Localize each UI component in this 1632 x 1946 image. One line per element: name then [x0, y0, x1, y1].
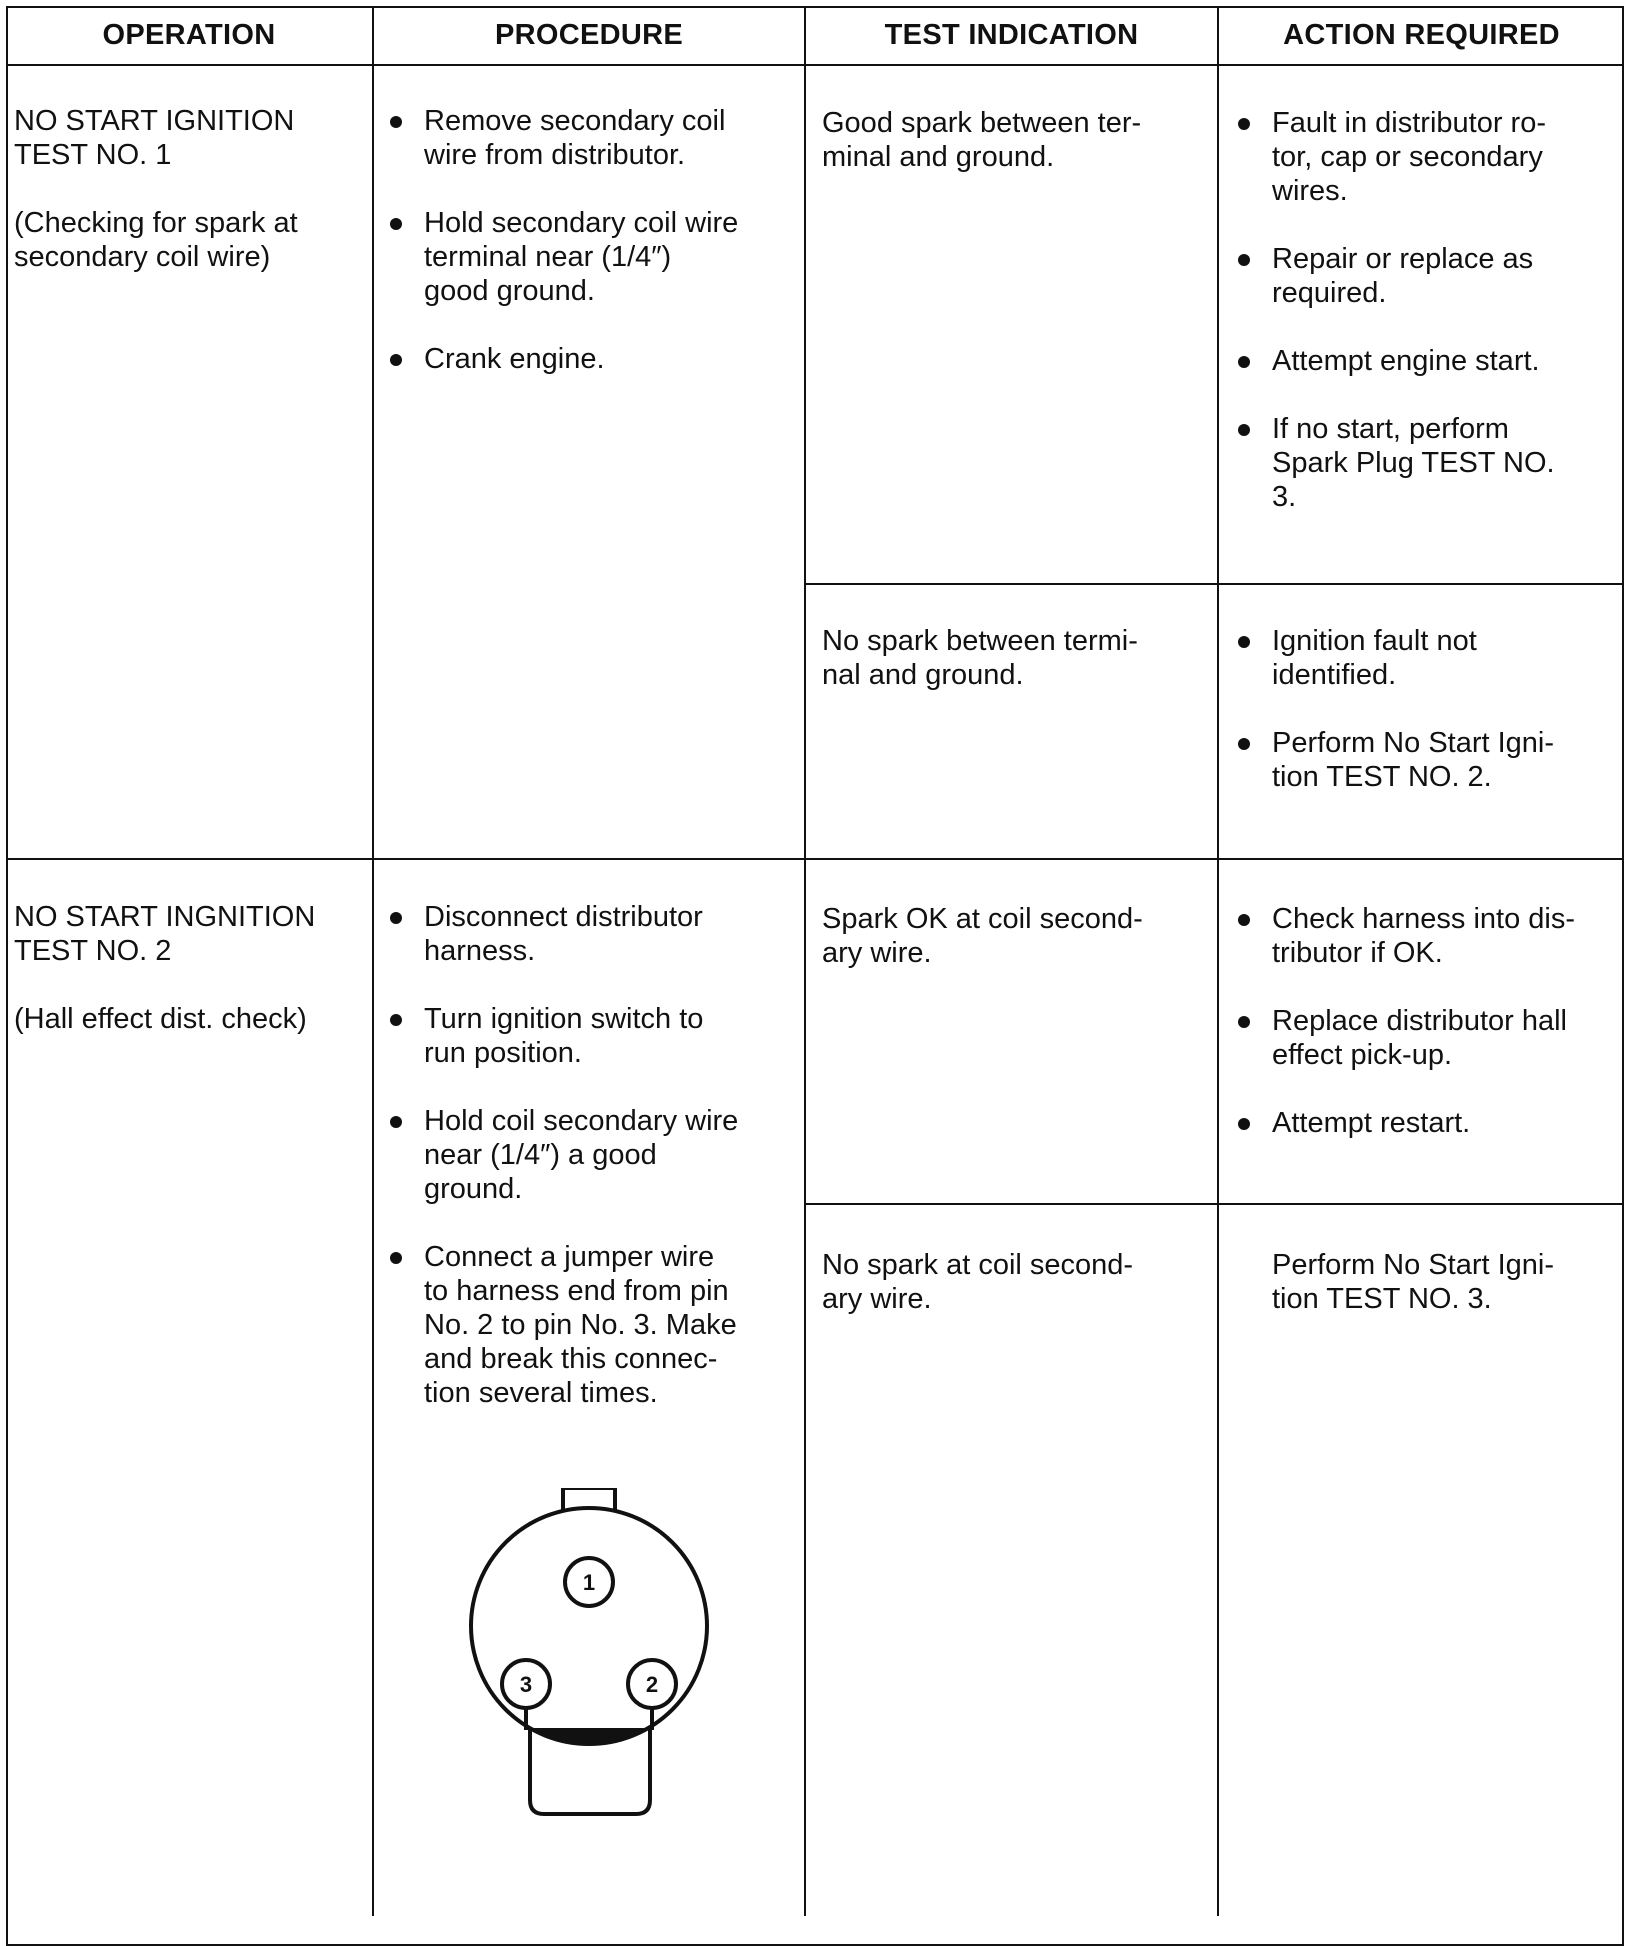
bullet-icon	[1238, 914, 1250, 926]
list-item	[386, 104, 796, 172]
test1-operation-note: (Checking for spark at secondary coil wire)	[14, 207, 298, 273]
bullet-icon	[1238, 636, 1250, 648]
column-divider	[1217, 6, 1219, 1916]
header-test-indication: TEST INDICATION	[884, 18, 1139, 51]
test2-operation-title: NO START INGNITION TEST NO. 2	[14, 901, 316, 967]
test1-indication-good-spark: Good spark between ter- minal and ground.	[822, 107, 1142, 173]
list-item-text: Hold secondary coil wire terminal near (1/4″) good ground.	[424, 207, 739, 307]
list-item-text: Turn ignition switch to run position.	[424, 1003, 704, 1069]
row-divider	[6, 858, 1624, 860]
list-item	[1234, 412, 1619, 514]
list-item	[1234, 902, 1619, 970]
bullet-icon	[390, 218, 402, 230]
list-item	[1234, 344, 1619, 378]
pin-3-label: 3	[519, 1672, 533, 1697]
list-item-text: Ignition fault not identified.	[1272, 625, 1477, 691]
list-item	[386, 1240, 796, 1410]
connector-dark-band	[466, 1728, 726, 1788]
list-item-text: If no start, perform Spark Plug TEST NO. 3.	[1272, 413, 1555, 513]
list-item	[1234, 1004, 1619, 1072]
test2-actions-spark-ok	[1234, 902, 1619, 1140]
bullet-icon	[390, 1014, 402, 1026]
list-item-text: Hold coil secondary wire near (1/4″) a good ground.	[424, 1105, 739, 1205]
test2-operation-note: (Hall effect dist. check)	[14, 1003, 307, 1035]
bullet-icon	[1238, 254, 1250, 266]
sub-row-divider	[804, 583, 1624, 585]
list-item-text: Fault in distributor ro- tor, cap or secondary wires.	[1272, 107, 1546, 207]
header-operation: OPERATION	[102, 18, 276, 51]
distributor-harness-connector-diagram	[466, 1488, 726, 1818]
bullet-icon	[390, 354, 402, 366]
column-divider	[804, 6, 806, 1916]
header-procedure: PROCEDURE	[495, 18, 683, 51]
list-item	[386, 206, 796, 308]
bullet-icon	[390, 1252, 402, 1264]
list-item-text: Connect a jumper wire to harness end from pin No. 2 to pin No. 3. Make and break this connec- tion several times.	[424, 1241, 737, 1409]
test1-indication-no-spark: No spark between termi- nal and ground.	[822, 625, 1138, 691]
test1-actions-no-spark	[1234, 624, 1619, 794]
list-item	[1234, 106, 1619, 208]
header-divider	[6, 64, 1624, 66]
bullet-icon	[390, 1116, 402, 1128]
list-item-text: Disconnect distributor harness.	[424, 901, 703, 967]
test2-procedure-list	[386, 900, 796, 1410]
pin-1-label: 1	[582, 1570, 596, 1595]
bullet-icon	[1238, 1016, 1250, 1028]
sub-row-divider	[804, 1203, 1624, 1205]
list-item	[386, 1002, 796, 1070]
test1-actions-good-spark	[1234, 106, 1619, 514]
list-item-text: Replace distributor hall effect pick-up.	[1272, 1005, 1567, 1071]
bullet-icon	[1238, 118, 1250, 130]
test1-procedure-list	[386, 104, 796, 376]
list-item-text: Crank engine.	[424, 343, 605, 375]
list-item-text: Repair or replace as required.	[1272, 243, 1534, 309]
list-item	[386, 900, 796, 968]
test2-indication-no-spark: No spark at coil second- ary wire.	[822, 1249, 1134, 1315]
bullet-icon	[1238, 738, 1250, 750]
list-item-text: Perform No Start Igni- tion TEST NO. 2.	[1272, 727, 1555, 793]
list-item	[386, 1104, 796, 1206]
list-item	[1234, 242, 1619, 310]
bullet-icon	[1238, 356, 1250, 368]
pin-2-label: 2	[645, 1672, 659, 1697]
bullet-icon	[1238, 1118, 1250, 1130]
list-item-text: Remove secondary coil wire from distributor.	[424, 105, 726, 171]
list-item	[1234, 1106, 1619, 1140]
bullet-icon	[390, 912, 402, 924]
test2-indication-spark-ok: Spark OK at coil second- ary wire.	[822, 903, 1143, 969]
list-item-text: Check harness into dis- tributor if OK.	[1272, 903, 1576, 969]
bullet-icon	[1238, 424, 1250, 436]
header-action-required: ACTION REQUIRED	[1283, 18, 1560, 51]
test2-action-no-spark: Perform No Start Igni- tion TEST NO. 3.	[1272, 1249, 1555, 1315]
list-item	[386, 342, 796, 376]
list-item	[1234, 726, 1619, 794]
list-item-text: Attempt engine start.	[1272, 345, 1540, 377]
column-divider	[372, 6, 374, 1916]
list-item	[1234, 624, 1619, 692]
list-item-text: Attempt restart.	[1272, 1107, 1471, 1139]
test1-operation-title: NO START IGNITION TEST NO. 1	[14, 105, 295, 171]
bullet-icon	[390, 116, 402, 128]
connector-body	[471, 1508, 707, 1744]
